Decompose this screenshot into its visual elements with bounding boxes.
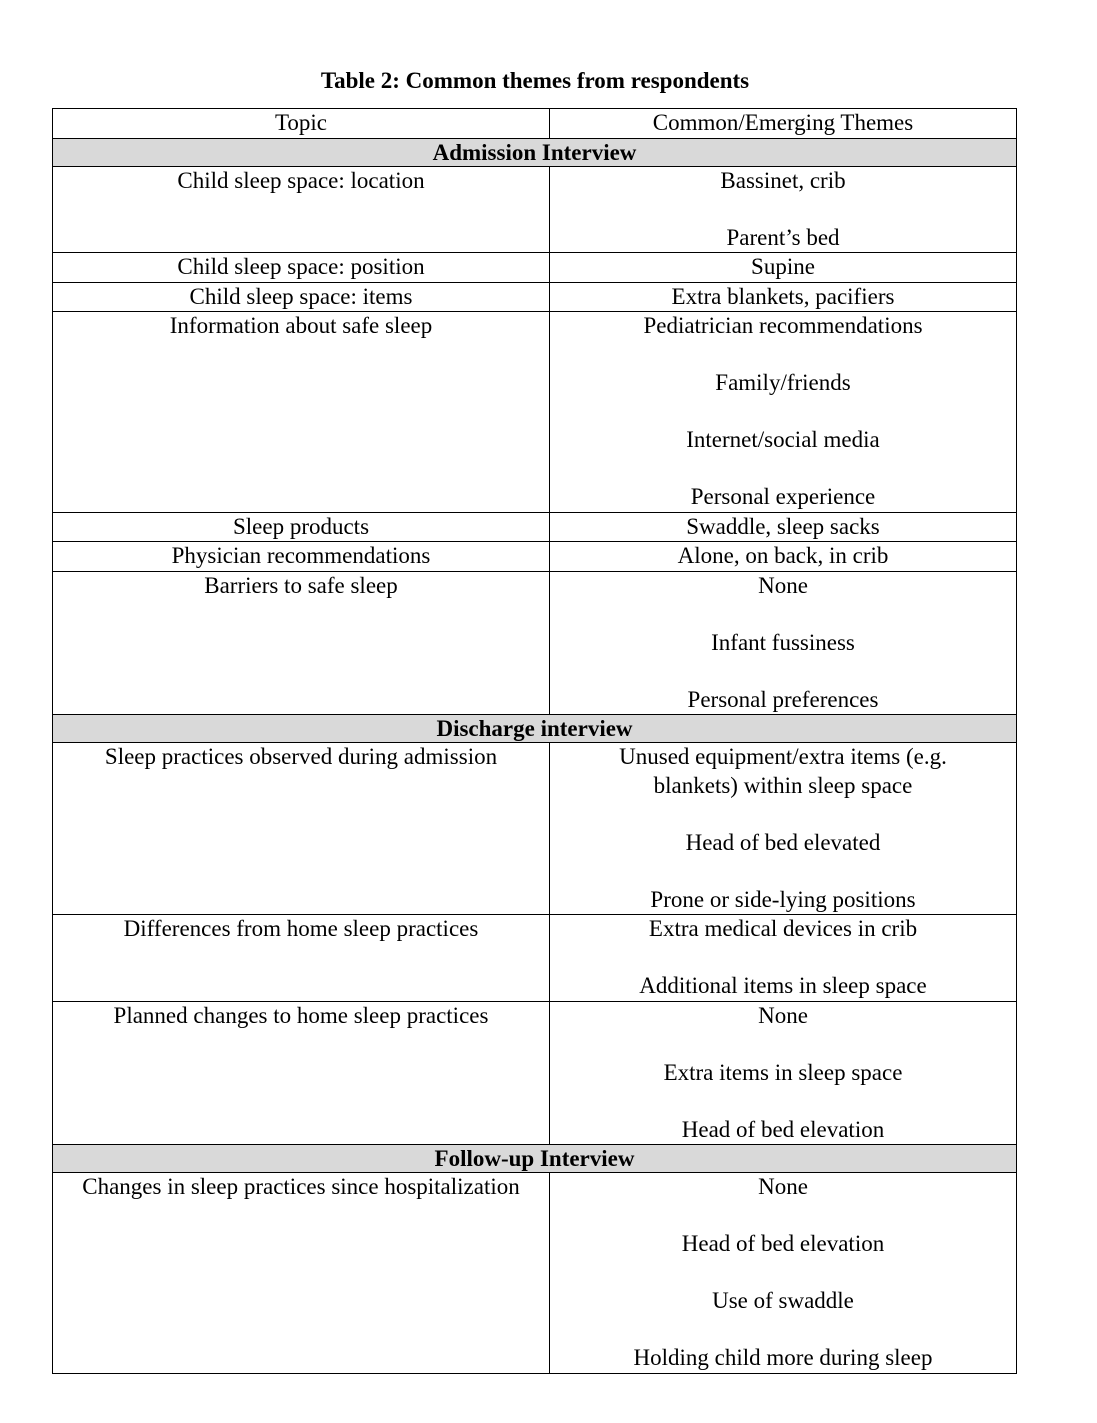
theme-item: Head of bed elevation [681, 1231, 885, 1256]
theme-spacer [556, 1087, 1010, 1116]
theme-spacer [556, 398, 1010, 427]
themes-table [52, 108, 1017, 1374]
themes-cell [550, 915, 1017, 1002]
themes-cell [550, 253, 1017, 283]
theme-item: Personal experience [690, 484, 876, 509]
theme-spacer [556, 600, 1010, 629]
section-title: Discharge interview [53, 715, 1017, 743]
topic-cell: Child sleep space: items [53, 282, 550, 312]
theme-item: Additional items in sleep space [639, 973, 927, 998]
theme-spacer [556, 1316, 1010, 1345]
theme-spacer [556, 1202, 1010, 1231]
topic-cell: Barriers to safe sleep [53, 571, 550, 715]
theme-item: Infant fussiness [711, 629, 855, 655]
table-row [53, 282, 1017, 312]
theme-item: None [758, 1174, 808, 1199]
topic-cell: Information about safe sleep [53, 312, 550, 513]
theme-item: Swaddle, sleep sacks [686, 513, 880, 539]
theme-spacer [556, 657, 1010, 686]
themes-cell [550, 512, 1017, 542]
themes-table-body [53, 109, 1017, 1374]
table-row [53, 166, 1017, 253]
themes-cell [550, 743, 1017, 915]
topic-cell: Physician recommendations [53, 542, 550, 572]
table-row [53, 743, 1017, 915]
table-row [53, 542, 1017, 572]
theme-spacer [556, 944, 1010, 973]
header-row [53, 109, 1017, 139]
section-header-row [53, 138, 1017, 166]
section-title: Follow-up Interview [53, 1145, 1017, 1173]
theme-item: Internet/social media [686, 427, 880, 452]
theme-spacer [556, 1030, 1010, 1059]
themes-cell [550, 166, 1017, 253]
theme-item: Bassinet, crib [720, 167, 846, 193]
table-row [53, 571, 1017, 715]
theme-item: Unused equipment/extra items (e.g. [619, 744, 947, 769]
header-topic: Topic [53, 109, 550, 139]
section-header-row [53, 1145, 1017, 1173]
theme-item: Supine [751, 254, 815, 279]
theme-spacer [556, 455, 1010, 484]
themes-cell [550, 312, 1017, 513]
table-row [53, 253, 1017, 283]
theme-item: Personal preferences [687, 686, 879, 712]
table-title: Table 2: Common themes from respondents [320, 68, 750, 93]
theme-item: Holding child more during sleep [633, 1345, 933, 1370]
topic-cell: Changes in sleep practices since hospitalization [53, 1173, 550, 1374]
topic-cell: Sleep practices observed during admission [53, 743, 550, 915]
themes-cell [550, 1173, 1017, 1374]
theme-item: Alone, on back, in crib [677, 543, 889, 568]
topic-cell: Differences from home sleep practices [53, 915, 550, 1002]
topic-cell: Child sleep space: position [53, 253, 550, 283]
theme-item: None [758, 572, 808, 598]
topic-cell: Sleep products [53, 512, 550, 542]
table-row [53, 1173, 1017, 1374]
topic-cell: Child sleep space: location [53, 166, 550, 253]
theme-item: Head of bed elevated [685, 829, 881, 855]
theme-item: Head of bed elevation [681, 1116, 885, 1142]
theme-item: Pediatrician recommendations [643, 313, 923, 338]
theme-item: Parent’s bed [726, 224, 840, 250]
theme-item: blankets) within sleep space [653, 772, 913, 798]
section-title: Admission Interview [53, 138, 1017, 166]
theme-item: None [758, 1002, 808, 1028]
table-row [53, 512, 1017, 542]
theme-spacer [556, 341, 1010, 370]
theme-spacer [556, 1259, 1010, 1288]
theme-item: Family/friends [715, 370, 851, 395]
topic-cell: Planned changes to home sleep practices [53, 1001, 550, 1145]
header-themes: Common/Emerging Themes [550, 109, 1017, 139]
themes-cell [550, 542, 1017, 572]
themes-cell [550, 282, 1017, 312]
theme-item: Extra items in sleep space [663, 1059, 903, 1085]
section-header-row [53, 715, 1017, 743]
theme-spacer [556, 857, 1010, 886]
theme-spacer [556, 800, 1010, 829]
table-row [53, 312, 1017, 513]
theme-item: Prone or side-lying positions [650, 886, 916, 912]
theme-spacer [556, 195, 1010, 224]
theme-item: Extra medical devices in crib [648, 916, 918, 941]
table-row [53, 1001, 1017, 1145]
themes-cell [550, 571, 1017, 715]
themes-cell [550, 1001, 1017, 1145]
theme-item: Use of swaddle [712, 1288, 854, 1313]
theme-item: Extra blankets, pacifiers [671, 283, 895, 309]
table-row [53, 915, 1017, 1002]
